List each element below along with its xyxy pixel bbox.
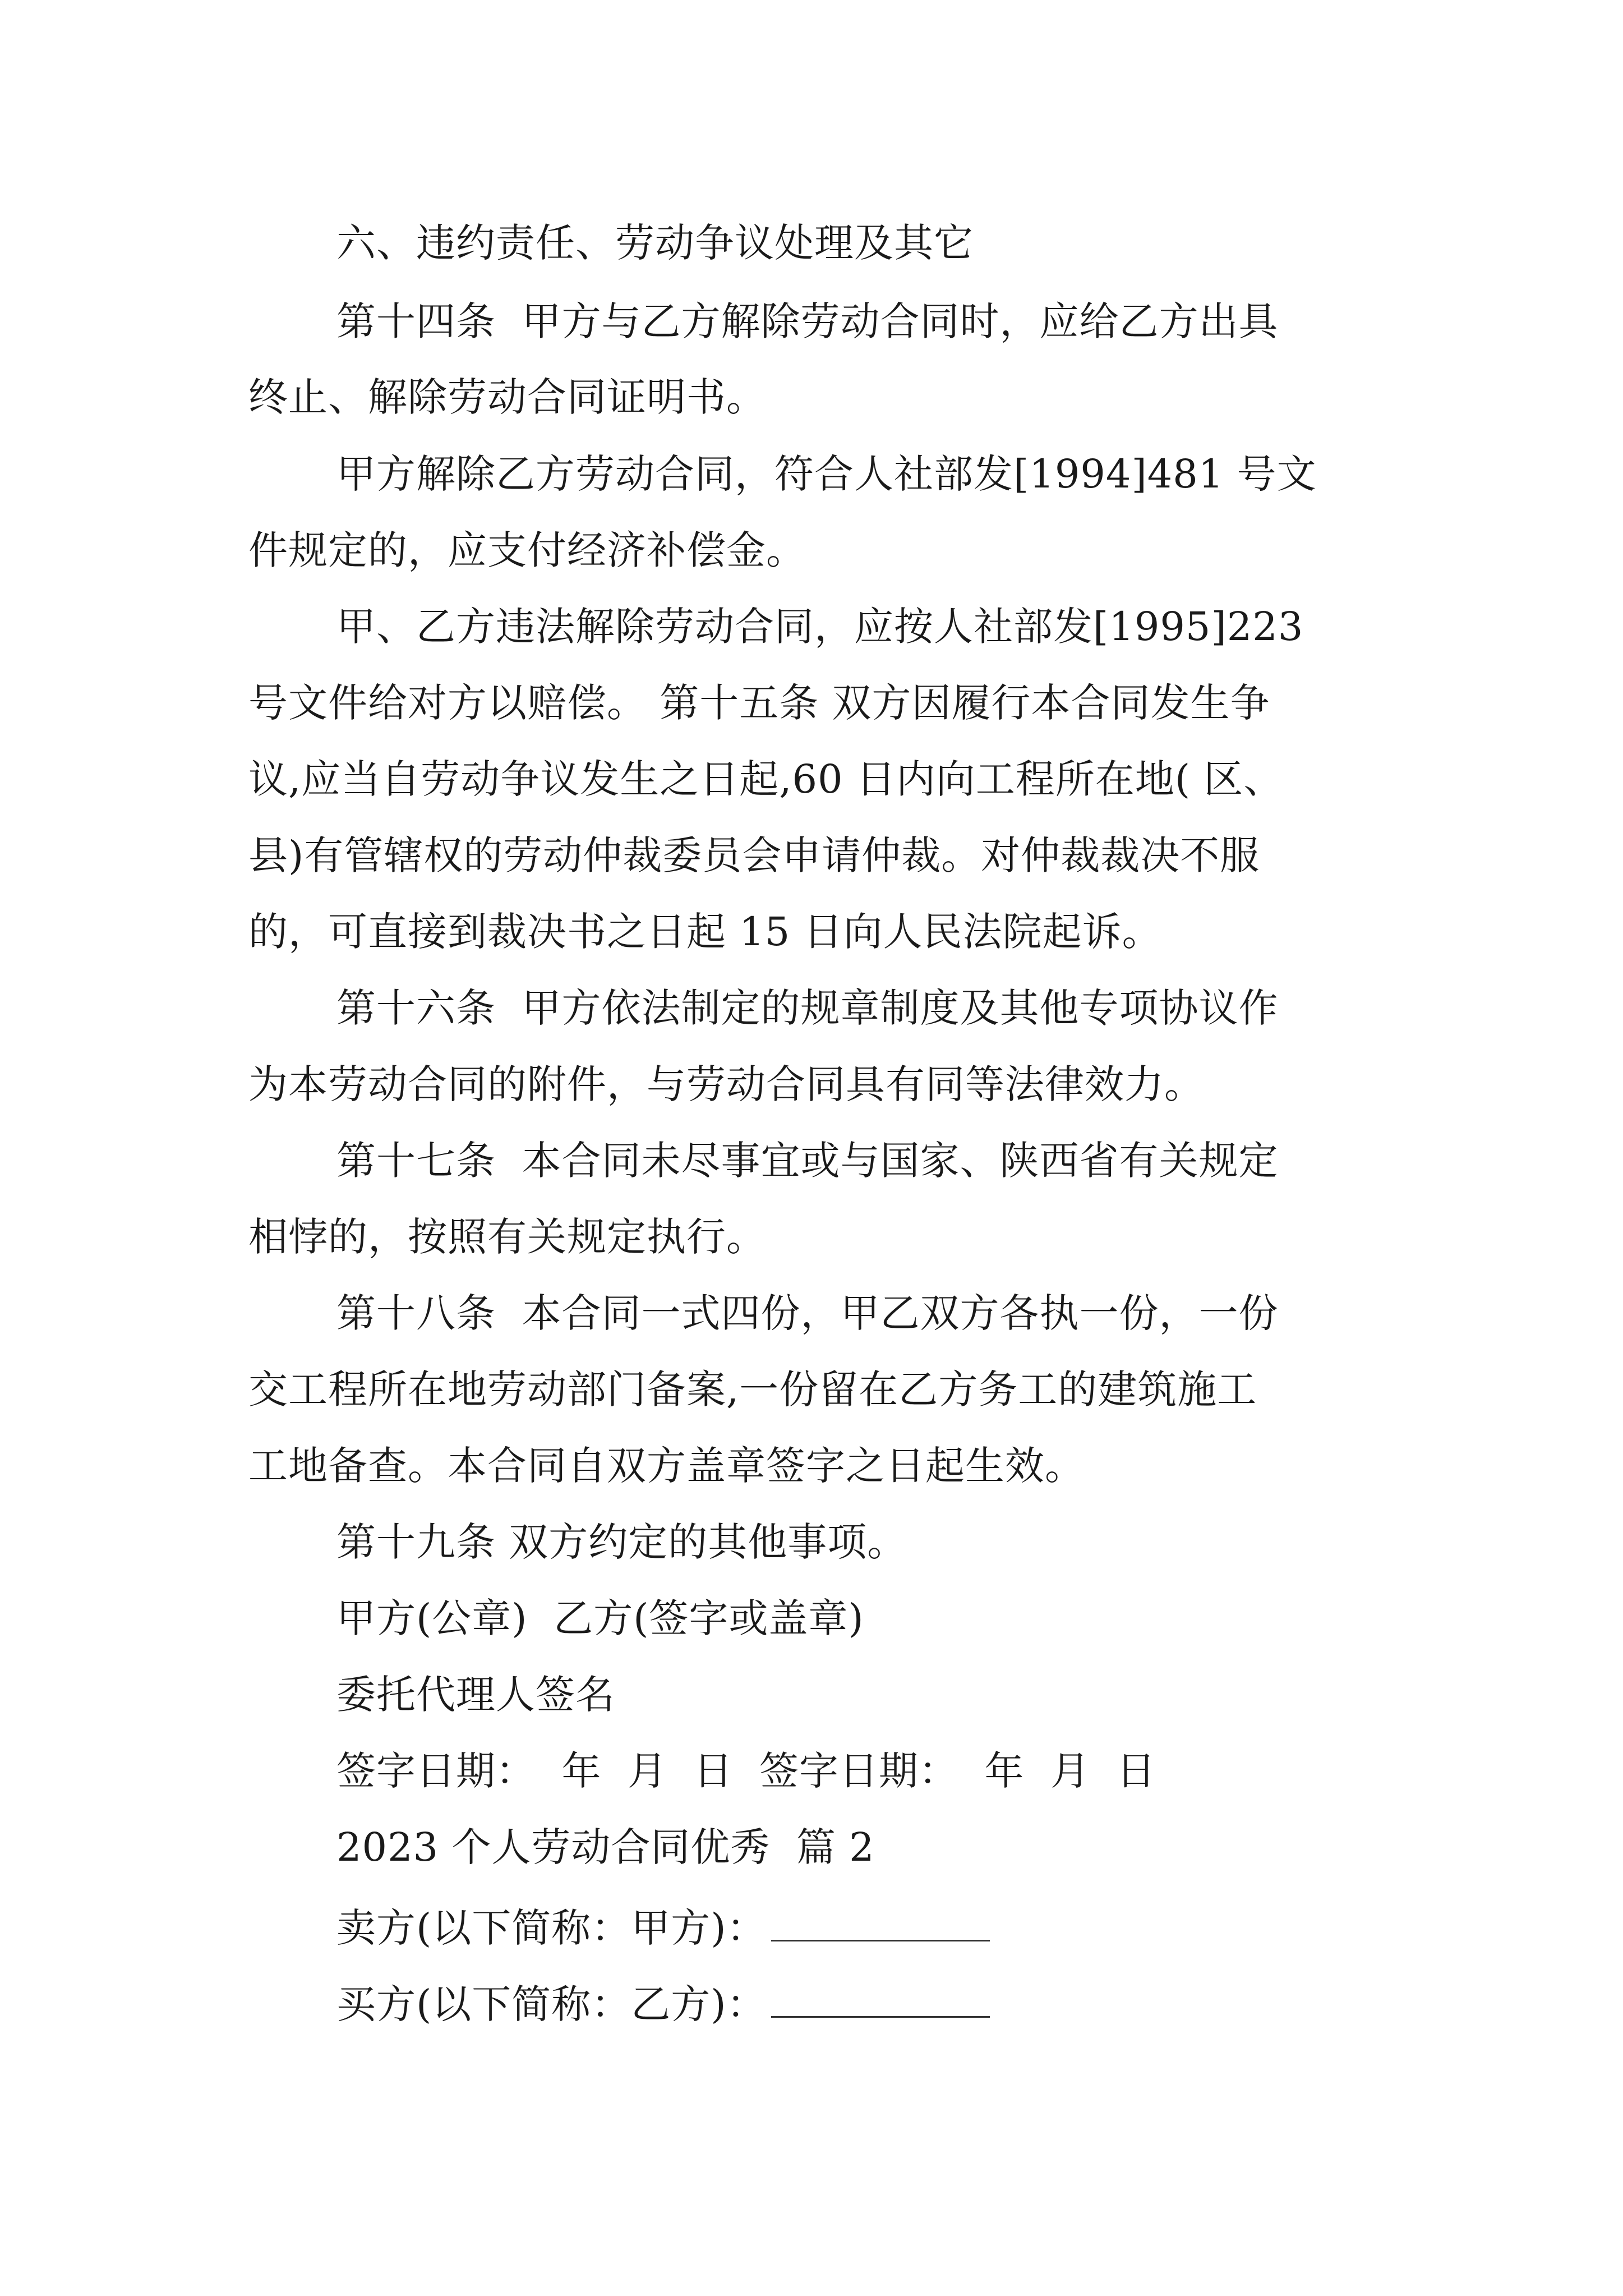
article-15-line-2: 议,应当自劳动争议发生之日起,60 日内向工程所在地( 区、 — [248, 756, 1284, 802]
seller-line — [336, 1904, 990, 1951]
article-16-line-2: 为本劳动合同的附件，与劳动合同具有同等法律效力。 — [248, 1061, 1204, 1107]
seller-label: 卖方(以下简称：甲方)： — [336, 1905, 767, 1951]
article-15-line-1: 号文件给对方以赔偿。 第十五条 双方因履行本合同发生争 — [248, 680, 1270, 726]
article-15-line-3: 县)有管辖权的劳动仲裁委员会申请仲裁。对仲裁裁决不服 — [248, 832, 1260, 878]
paragraph-compensation-line-1: 甲方解除乙方劳动合同，符合人社部发[1994]481 号文 — [336, 451, 1317, 497]
paragraph-illegal-termination-line-1: 甲、乙方违法解除劳动合同，应按人社部发[1995]223 — [336, 604, 1304, 650]
article-17-line-1: 第十七条 本合同未尽事宜或与国家、陕西省有关规定 — [336, 1138, 1279, 1184]
article-18-line-1: 第十八条 本合同一式四份，甲乙双方各执一份，一份 — [336, 1290, 1279, 1336]
agent-signature-line: 委托代理人签名 — [336, 1672, 615, 1718]
article-14-line-1: 第十四条 甲方与乙方解除劳动合同时，应给乙方出具 — [336, 298, 1279, 344]
article-17-line-2: 相悖的，按照有关规定执行。 — [248, 1214, 766, 1260]
article-14-line-2: 终止、解除劳动合同证明书。 — [248, 374, 766, 420]
article-16-line-1: 第十六条 甲方依法制定的规章制度及其他专项协议作 — [336, 985, 1279, 1031]
signature-date-line: 签字日期： 年 月 日 签字日期： 年 月 日 — [336, 1748, 1156, 1794]
buyer-line — [336, 1980, 990, 2027]
party-seal-line: 甲方(公章) 乙方(签字或盖章) — [336, 1595, 864, 1641]
section-heading: 六、违约责任、劳动争议处理及其它 — [336, 220, 974, 266]
article-18-line-3: 工地备查。本合同自双方盖章签字之日起生效。 — [248, 1443, 1085, 1489]
article-18-line-2: 交工程所在地劳动部门备案,一份留在乙方务工的建筑施工 — [248, 1366, 1257, 1412]
seller-blank — [771, 1904, 990, 1941]
paragraph-compensation-line-2: 件规定的，应支付经济补偿金。 — [248, 527, 806, 573]
buyer-blank — [771, 1980, 990, 2018]
article-19: 第十九条 双方约定的其他事项。 — [336, 1519, 907, 1565]
contract-2-title: 2023 个人劳动合同优秀 篇 2 — [336, 1824, 875, 1870]
article-15-line-4: 的，可直接到裁决书之日起 15 日向人民法院起诉。 — [248, 909, 1162, 955]
buyer-label: 买方(以下简称：乙方)： — [336, 1981, 767, 2027]
